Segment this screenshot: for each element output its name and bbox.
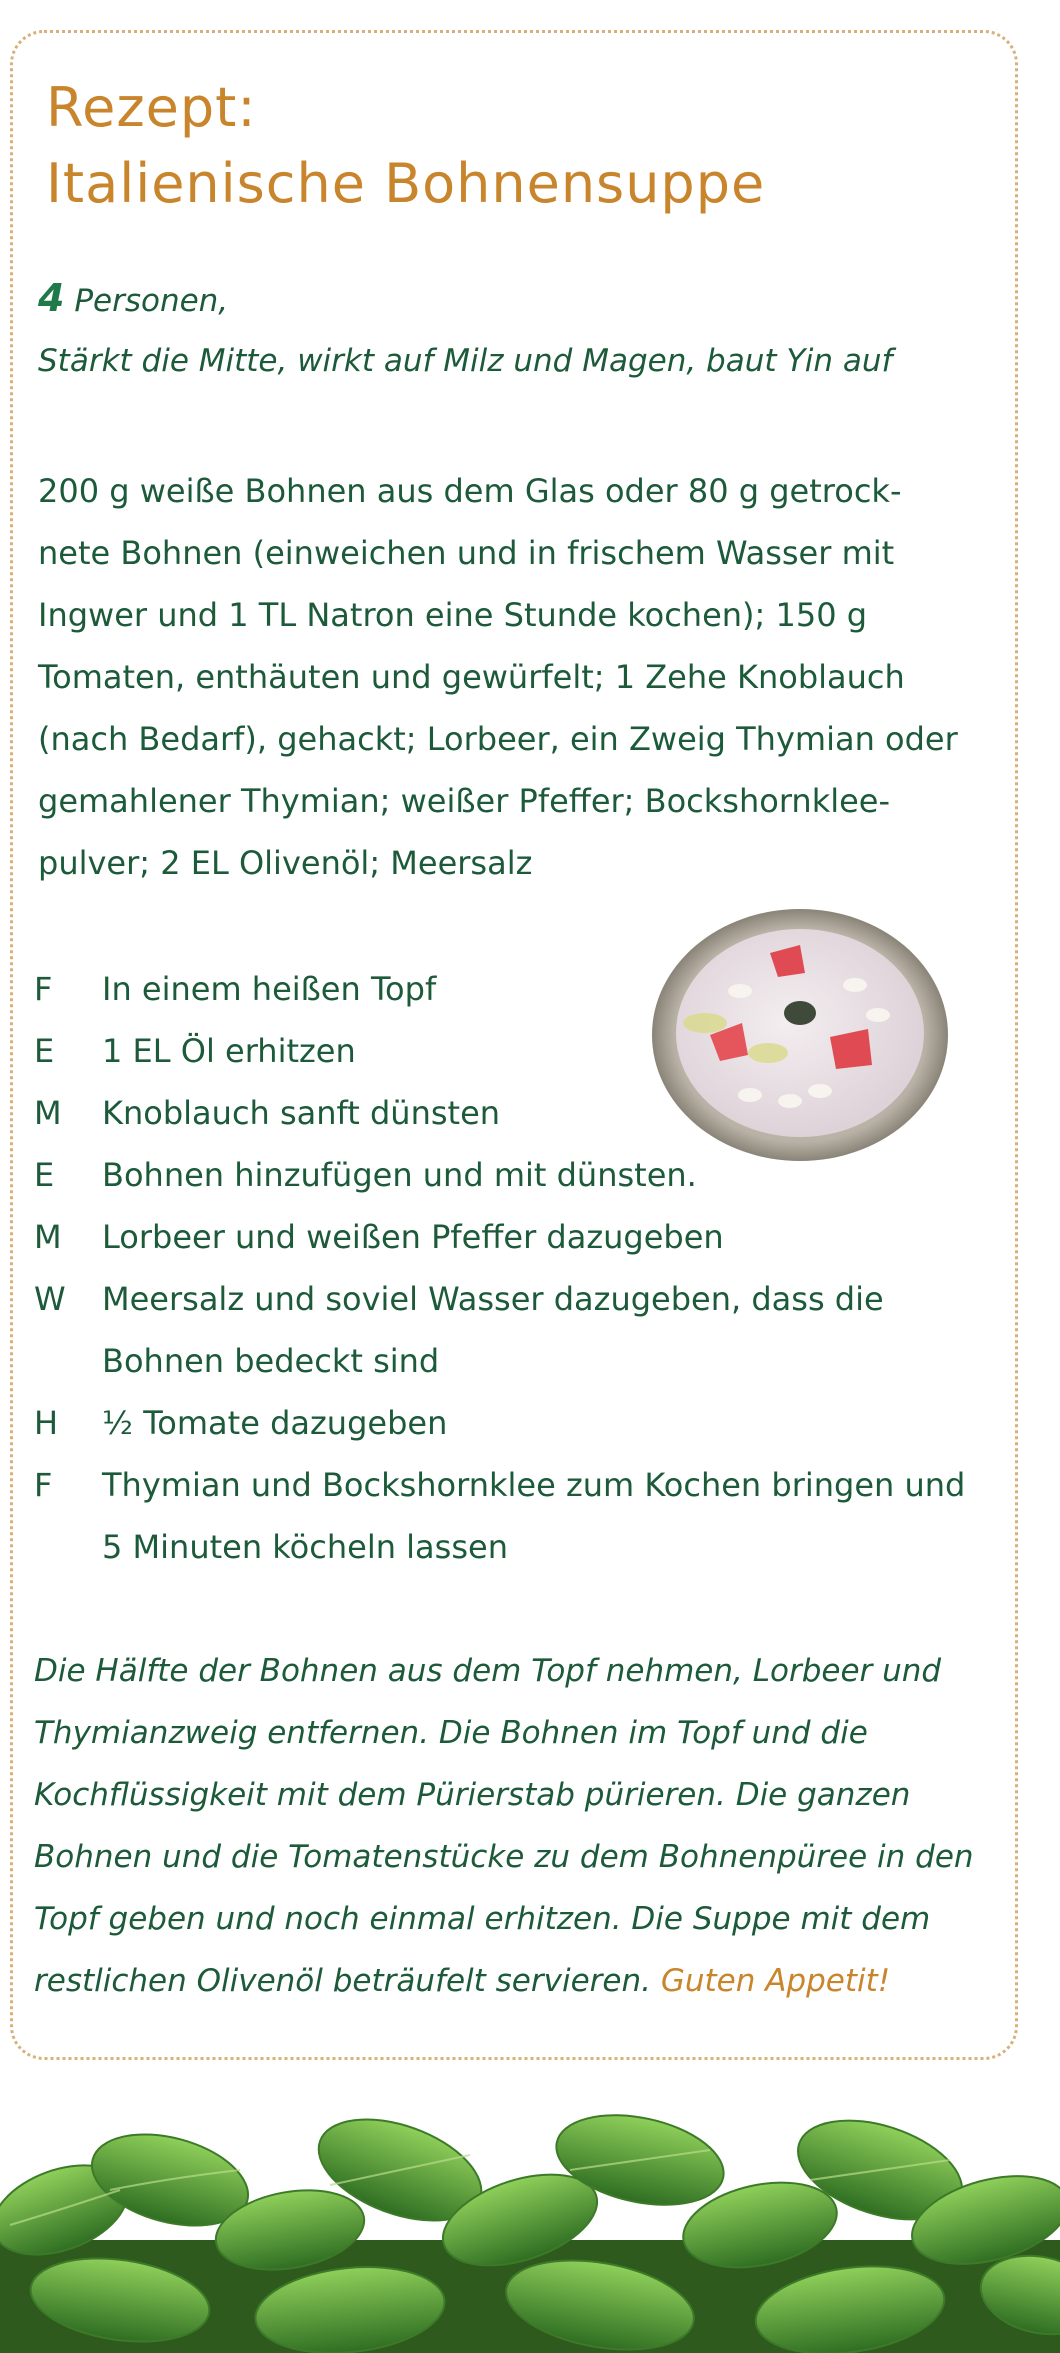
servings-number: 4 — [38, 276, 65, 320]
title-line-2: Italienische Bohnensuppe — [46, 152, 766, 215]
step-row — [34, 1268, 994, 1392]
element-letter: W — [34, 1280, 66, 1318]
step-row — [34, 958, 994, 1020]
title-line-1: Rezept: — [46, 76, 257, 139]
element-letter: F — [34, 1466, 53, 1504]
step-text: Knoblauch sanft dünsten — [102, 1094, 501, 1132]
step-text: In einem heißen Topf — [102, 970, 437, 1008]
ingredient-line: gemahlener Thymian; weißer Pfeffer; Bockshornklee- — [38, 782, 891, 820]
step-text: ½ Tomate dazugeben — [102, 1404, 448, 1442]
step-row — [34, 1392, 994, 1454]
ingredient-line: Ingwer und 1 TL Natron eine Stunde kochen); 150 g — [38, 596, 868, 634]
element-letter: F — [34, 970, 53, 1008]
servings — [38, 268, 998, 331]
ingredient-line: pulver; 2 EL Olivenöl; Meersalz — [38, 844, 533, 882]
step-text: Bohnen hinzufügen und mit dünsten. — [102, 1156, 697, 1194]
step-row — [34, 1020, 994, 1082]
ingredients-list — [38, 460, 978, 894]
element-letter: H — [34, 1404, 59, 1442]
step-text: Lorbeer und weißen Pfeffer dazugeben — [102, 1218, 724, 1256]
step-text: Meersalz und soviel Wasser dazugeben, dass die Bohnen bedeckt sind — [102, 1280, 884, 1380]
element-letter: E — [34, 1156, 55, 1194]
closing-instructions — [34, 1640, 994, 2012]
step-row — [34, 1144, 994, 1206]
ingredient-line: nete Bohnen (einweichen und in frischem Wasser mit — [38, 534, 895, 572]
ingredient-line: 200 g weiße Bohnen aus dem Glas oder 80 g getrock- — [38, 472, 902, 510]
step-text: Thymian und Bockshornklee zum Kochen bringen und 5 Minuten köcheln lassen — [102, 1466, 966, 1566]
ingredient-line: Tomaten, enthäuten und gewürfelt; 1 Zehe Knoblauch — [38, 658, 905, 696]
recipe-intro — [38, 268, 998, 391]
servings-label: Personen, — [74, 283, 229, 319]
benefit-text: Stärkt die Mitte, wirkt auf Milz und Magen, baut Yin auf — [38, 343, 893, 379]
step-row — [34, 1454, 994, 1578]
step-row — [34, 1206, 994, 1268]
preparation-steps — [34, 958, 994, 1578]
guten-appetit: Guten Appetit! — [660, 1963, 891, 1999]
element-letter: E — [34, 1032, 55, 1070]
element-letter: M — [34, 1094, 62, 1132]
step-row — [34, 1082, 994, 1144]
closing-text: Die Hälfte der Bohnen aus dem Topf nehmen, Lorbeer und Thymianzweig entfernen. Die Bohnen im Topf und die Kochflüssigkeit mit dem Pürierstab pürieren. Die ganzen Bohnen und die Tomatenstücke zu dem Bohnenpüree in den Topf geben und noch einmal erhitzen. Die Suppe mit dem restlichen Olivenöl beträufelt servieren. — [34, 1653, 974, 1999]
element-letter: M — [34, 1218, 62, 1256]
step-text: 1 EL Öl erhitzen — [102, 1032, 356, 1070]
recipe-title — [46, 70, 1006, 222]
sprout-leaves-image — [0, 2060, 1060, 2353]
ingredient-line: (nach Bedarf), gehackt; Lorbeer, ein Zweig Thymian oder — [38, 720, 958, 758]
